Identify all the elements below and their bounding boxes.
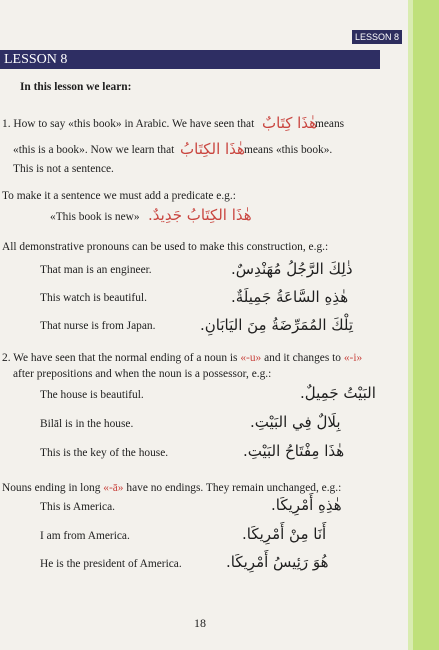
p2-example-ar: هٰذَا الكِتَابُ جَدِيدٌ. bbox=[148, 206, 252, 224]
p5-line-text-b: have no endings. They remain unchanged, e.g.: bbox=[126, 482, 342, 494]
p4-ex3-ar: هٰذَا مِفْتَاحُ البَيْتِ. bbox=[243, 442, 345, 460]
lesson-title-bar: LESSON 8 bbox=[0, 50, 380, 69]
p3-ex3-en: That nurse is from Japan. bbox=[40, 320, 156, 332]
p5-ex2-ar: أَنَا مِنْ أَمْرِيكَا. bbox=[242, 525, 327, 543]
p1-arabic-1: هٰذَا كِتَابٌ bbox=[262, 114, 318, 132]
p4-ex1-en: The house is beautiful. bbox=[40, 389, 144, 401]
p5-ending-a: «-ā» bbox=[103, 482, 124, 494]
p3-line: All demonstrative pronouns can be used to make this construction, e.g.: bbox=[2, 241, 329, 253]
p3-ex2-en: This watch is beautiful. bbox=[40, 292, 147, 304]
p1-line1-text-b: means bbox=[315, 118, 345, 130]
p4-ending-i: «-i» bbox=[343, 352, 363, 364]
p4-line1 bbox=[2, 352, 362, 364]
p1-line3: This is not a sentence. bbox=[13, 163, 114, 175]
p1-line2-text-b: means «this book». bbox=[244, 144, 333, 156]
p5-ex3-en: He is the president of America. bbox=[40, 558, 182, 570]
p4-ex2-en: Bilāl is in the house. bbox=[40, 418, 134, 430]
page-number: 18 bbox=[194, 616, 206, 630]
p5-ex1-en: This is America. bbox=[40, 501, 115, 513]
p3-ex1-ar: ذٰلِكَ الرَّجُلُ مُهَنْدِسٌ. bbox=[231, 260, 353, 278]
page-edge-green bbox=[413, 0, 439, 650]
p2-line: To make it a sentence we must add a predicate e.g.: bbox=[2, 190, 236, 202]
p3-ex2-ar: هٰذِهِ السَّاعَةُ جَمِيلَةٌ. bbox=[231, 288, 349, 306]
p4-ex3-en: This is the key of the house. bbox=[40, 447, 169, 459]
p4-line1-text-a: 2. We have seen that the normal ending of a noun is bbox=[2, 352, 238, 364]
p1-line1-text-a: 1. How to say «this book» in Arabic. We have seen that bbox=[2, 118, 255, 130]
p3-ex3-ar: تِلْكَ المُمَرِّضَةُ مِنَ اليَابَانِ. bbox=[200, 316, 354, 334]
p1-line1 bbox=[2, 118, 254, 130]
p5-ex3-ar: هُوَ رَئِيسُ أَمْرِيكَا. bbox=[226, 553, 329, 571]
p3-ex1-en: That man is an engineer. bbox=[40, 264, 152, 276]
p2-example-en: «This book is new» bbox=[50, 211, 140, 223]
p1-line2-text-a: «this is a book». Now we learn that bbox=[13, 144, 175, 156]
p5-line bbox=[2, 482, 341, 494]
p4-ex1-ar: البَيْتُ جَمِيلٌ. bbox=[300, 384, 376, 402]
p4-line2: after prepositions and when the noun is a possessor, e.g.: bbox=[13, 368, 272, 380]
p4-ending-u: «-u» bbox=[240, 352, 262, 364]
p5-ex2-en: I am from America. bbox=[40, 530, 130, 542]
p5-ex1-ar: هٰذِهِ أَمْرِيكَا. bbox=[271, 496, 342, 514]
intro-heading: In this lesson we learn: bbox=[20, 81, 132, 93]
p1-arabic-2: هٰذَا الكِتَابُ bbox=[180, 140, 245, 158]
p5-line-text-a: Nouns ending in long bbox=[2, 482, 101, 494]
p4-ex2-ar: بِلَالٌ فِي البَيْتِ. bbox=[250, 413, 341, 431]
corner-lesson-tab: LESSON 8 bbox=[352, 30, 402, 44]
p4-line1-text-b: and it changes to bbox=[264, 352, 341, 364]
